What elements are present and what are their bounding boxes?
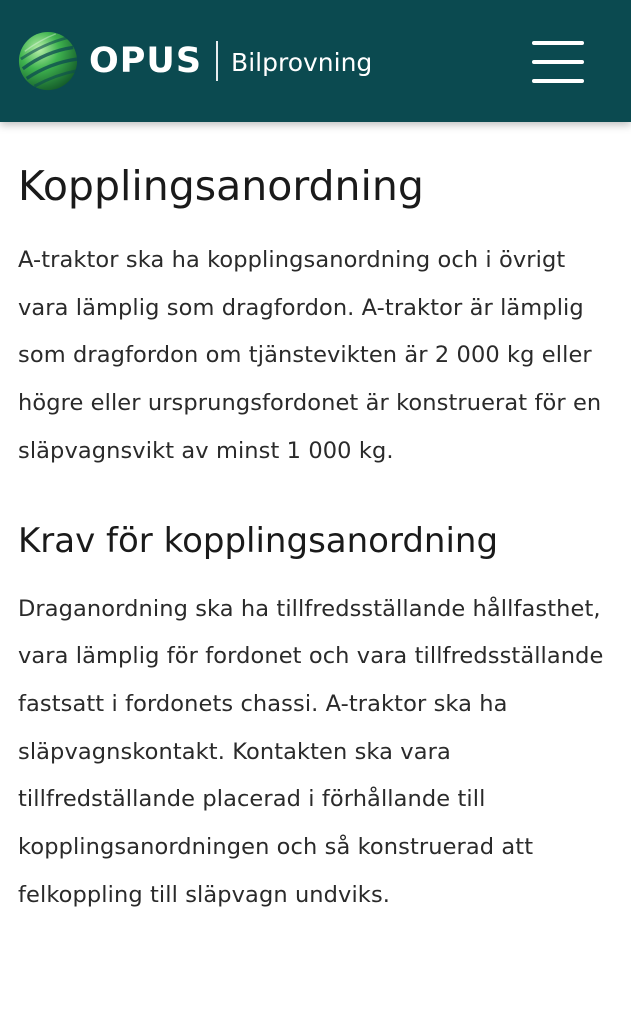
intro-paragraph: A-traktor ska ha kopplingsanordning och i övrigt vara lämplig som dragfordon. A-traktor är lämplig som dragfordon om tjänstevikten är 2 000 kg eller högre eller ursprungsfordonet är konstruerat för en släpvagnsvikt av minst 1 000 kg.	[18, 247, 602, 464]
section-paragraph: Draganordning ska ha tillfredsställande hållfasthet, vara lämplig för fordonet och vara tillfredsställande fastsatt i fordonets chassi. A-traktor ska ha släpvagnskontakt. Kontakten ska vara tillfredställande placerad i förhållande till kopplingsanordningen och så konstruerad att felkoppling till släpvagn undviks.	[18, 595, 604, 908]
section-heading: Krav för kopplingsanordning	[18, 520, 499, 561]
brand-name: OPUS	[89, 40, 203, 81]
brand-divider	[216, 41, 218, 81]
hamburger-menu-button[interactable]	[528, 38, 588, 86]
logo-link[interactable]	[17, 29, 372, 93]
hamburger-menu-icon	[532, 41, 584, 45]
site-header	[0, 0, 631, 122]
page-title: Kopplingsanordning	[18, 162, 424, 210]
product-name: Bilprovning	[231, 47, 373, 77]
hamburger-menu-icon	[532, 79, 584, 83]
hamburger-menu-icon	[532, 60, 584, 64]
globe-logo-icon	[17, 30, 79, 92]
main-content	[18, 122, 618, 919]
